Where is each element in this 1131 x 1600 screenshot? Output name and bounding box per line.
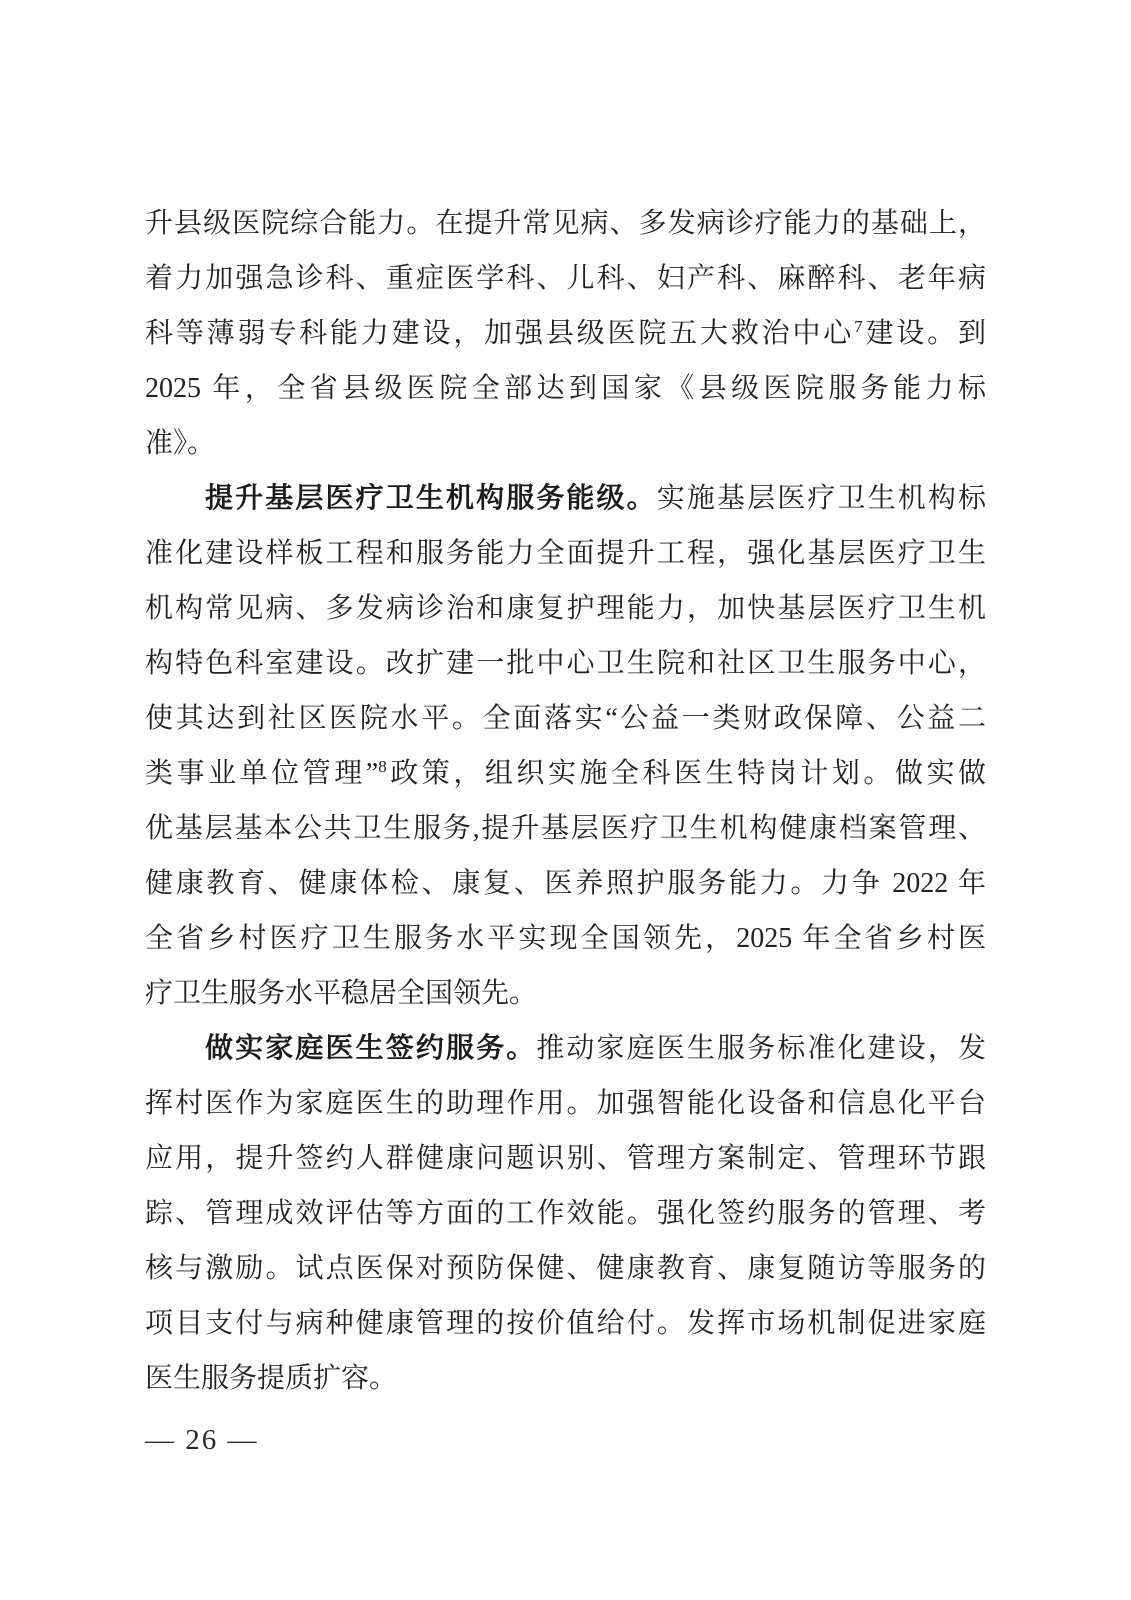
text-line (145, 746, 986, 801)
text-run: 优基层基本公共卫生服务,提升基层医疗卫生机构健康档案管理、 (145, 813, 986, 844)
text-line (145, 471, 986, 526)
text-run: 疗卫生服务水平稳居全国领先。 (145, 978, 538, 1009)
text-line (145, 581, 986, 636)
text-line (145, 306, 986, 361)
text-line (145, 1076, 986, 1131)
text-run: 核与激励。试点医保对预防保健、健康教育、康复随访等服务的 (145, 1253, 986, 1284)
text-run: 健康教育、健康体检、康复、医养照护服务能力。力争 2022 年 (145, 868, 986, 899)
footnote-ref-8: 8 (378, 757, 387, 776)
para-family-doctor-contract-services (145, 1021, 986, 1406)
text-run: 构特色科室建设。改扩建一批中心卫生院和社区卫生服务中心， (145, 648, 986, 679)
text-line (145, 1186, 986, 1241)
text-line (145, 691, 986, 746)
text-run: 实施基层医疗卫生机构标 (656, 483, 986, 514)
text-line (145, 856, 986, 911)
text-line (145, 966, 986, 1021)
text-line (145, 801, 986, 856)
text-run: 踪、管理成效评估等方面的工作效能。强化签约服务的管理、考 (145, 1198, 986, 1229)
text-run: 医生服务提质扩容。 (145, 1363, 398, 1394)
text-run: 准化建设样板工程和服务能力全面提升工程，强化基层医疗卫生 (145, 538, 986, 569)
bold-lead-in: 做实家庭医生签约服务。 (205, 1033, 537, 1064)
text-line (145, 1131, 986, 1186)
text-line (145, 1241, 986, 1296)
page-number: — 26 — (145, 1424, 259, 1456)
text-line (145, 911, 986, 966)
text-line (145, 636, 986, 691)
bold-lead-in: 提升基层医疗卫生机构服务能级。 (205, 483, 657, 514)
text-run: 项目支付与病种健康管理的按价值给付。发挥市场机制促进家庭 (145, 1308, 986, 1339)
text-line (145, 361, 986, 416)
text-line (145, 1296, 986, 1351)
text-run: 挥村医作为家庭医生的助理作用。加强智能化设备和信息化平台 (145, 1088, 986, 1119)
text-line (145, 1021, 986, 1076)
text-run: 应用，提升签约人群健康问题识别、管理方案制定、管理环节跟 (145, 1143, 986, 1174)
text-run: 科等薄弱专科能力建设，加强县级医院五大救治中心 (145, 318, 855, 349)
text-run: 全省乡村医疗卫生服务水平实现全国领先，2025 年全省乡村医 (145, 923, 986, 954)
para-grassroots-medical-institutions (145, 471, 986, 1021)
document-body (145, 196, 986, 1406)
text-run: 准》。 (145, 428, 216, 459)
text-run: 着力加强急诊科、重症医学科、儿科、妇产科、麻醉科、老年病 (145, 263, 986, 294)
text-run: 使其达到社区医院水平。全面落实“公益一类财政保障、公益二 (145, 703, 986, 734)
text-line (145, 251, 986, 306)
text-run: 升县级医院综合能力。在提升常见病、多发病诊疗能力的基础上， (145, 208, 986, 239)
footnote-ref-7: 7 (854, 317, 863, 336)
text-run: 2025 年，全省县级医院全部达到国家《县级医院服务能力标 (145, 373, 986, 404)
para-county-hospital-capacity (145, 196, 986, 471)
text-run: 机构常见病、多发病诊治和康复护理能力，加快基层医疗卫生机 (145, 593, 986, 624)
text-line (145, 1351, 986, 1406)
text-run: 类事业单位管理” (145, 758, 379, 789)
text-line (145, 196, 986, 251)
text-run: 推动家庭医生服务标准化建设，发 (536, 1033, 986, 1064)
text-run: 建设。到 (862, 318, 986, 349)
text-run: 政策，组织实施全科医生特岗计划。做实做 (386, 758, 986, 789)
text-line (145, 416, 986, 471)
text-line (145, 526, 986, 581)
